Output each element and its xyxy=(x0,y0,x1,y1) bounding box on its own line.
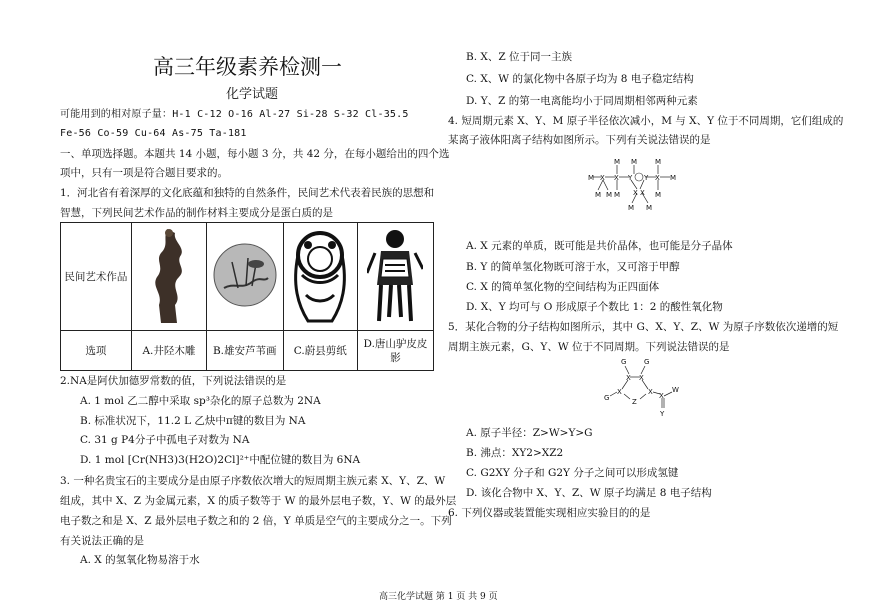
q3-stem-line4: 有关说法正确的是 xyxy=(60,535,144,547)
atom-x: X xyxy=(639,374,644,382)
q2-option-b: B. 标准状况下，11.2 L 乙炔中π键的数目为 NA xyxy=(80,415,306,427)
q2-option-d: D. 1 mol [Cr(NH3)3(H2O)2Cl]²⁺中配位键的数目为 6NA xyxy=(80,454,361,466)
option-b: B.雄安芦苇画 xyxy=(212,345,277,357)
atom-m: M xyxy=(614,158,621,166)
q6-stem: 6. 下列仪器或装置能实现相应实验目的的是 xyxy=(448,507,651,519)
atom-x: X xyxy=(600,174,605,182)
atom-y: Y xyxy=(628,174,633,182)
atom-g: G xyxy=(644,358,650,366)
atom-m: M xyxy=(670,174,677,182)
option-c: C.蔚县剪纸 xyxy=(293,345,347,357)
atom-g: G xyxy=(604,394,610,402)
atom-x: X xyxy=(633,189,638,197)
q4-option-b: B. Y 的简单氢化物既可溶于水，又可溶于甲醇 xyxy=(466,261,680,273)
option-d-cell xyxy=(357,331,433,371)
row-label-cell xyxy=(61,223,132,331)
exam-title: 高三年级素养检测一 xyxy=(153,55,342,79)
option-d-line1: D.唐山驴皮皮 xyxy=(363,337,428,350)
q1-stem-line1: 1．河北省有着深厚的文化底蕴和独特的自然条件，民间艺术代表着民族的思想和 xyxy=(60,187,435,199)
option-c-cell xyxy=(283,331,357,371)
row-label: 民间艺术作品 xyxy=(64,271,128,283)
option-d-line2: 影 xyxy=(390,351,401,364)
q5-stem-line1: 5．某化合物的分子结构如图所示，其中 G、X、Y、Z、W 为原子序数依次递增的短 xyxy=(448,321,839,333)
wood-carving-image xyxy=(139,225,199,325)
atom-y: Y xyxy=(644,174,649,182)
q4-option-a: A. X 元素的单质，既可能是共价晶体，也可能是分子晶体 xyxy=(466,240,733,252)
q5-option-a: A. 原子半径：Z>W>Y>G xyxy=(466,427,593,439)
atom-m: M xyxy=(588,174,595,182)
q3-option-c: C. X、W 的氯化物中各原子均为 8 电子稳定结构 xyxy=(466,73,694,85)
atom-m: M xyxy=(646,204,653,212)
atom-w: W xyxy=(672,386,679,394)
atom-y: Y xyxy=(660,410,665,418)
q3-stem-line2: 组成，其中 X、Z 为金属元素，X 的质子数等于 W 的最外层电子数，Y、W 的最外层 xyxy=(60,495,457,507)
atom-x: X xyxy=(655,174,660,182)
page-footer: 高三化学试题 第 1 页 共 9 页 xyxy=(379,592,498,602)
q5-molecule-structure xyxy=(600,352,692,420)
paper-cutting-image xyxy=(288,225,352,325)
atomic-masses-line2: Fe-56 Co-59 Cu-64 As-75 Ta-181 xyxy=(60,128,247,139)
atom-x: X xyxy=(659,392,664,400)
option-b-cell xyxy=(207,331,283,371)
atom-m: M xyxy=(614,191,621,199)
atomic-masses-line1: 可能用到的相对原子量：H-1 C-12 O-16 Al-27 Si-28 S-32 Cl-35.5 xyxy=(60,109,409,120)
q5-option-d: D. 该化合物中 X、Y、Z、W 原子均满足 8 电子结构 xyxy=(466,487,712,499)
image-wood-carving xyxy=(131,223,206,331)
atom-m: M xyxy=(655,158,662,166)
atom-x: X xyxy=(626,374,631,382)
q5-option-b: B. 沸点：XY2>XZ2 xyxy=(466,447,564,459)
atom-x: X xyxy=(640,189,645,197)
q3-option-a: A. X 的氢氧化物易溶于水 xyxy=(80,554,200,566)
q1-stem-line2: 智慧，下列民间艺术作品的制作材料主要成分是蛋白质的是 xyxy=(60,207,333,219)
folk-art-table xyxy=(60,222,434,371)
section-heading-line2: 项中，只有一项是符合题目要求的。 xyxy=(60,167,228,179)
q4-stem-line2: 某离子液体阳离子结构如图所示。下列有关说法错误的是 xyxy=(448,134,711,146)
q3-option-d: D. Y、Z 的第一电离能均小于同周期相邻两种元素 xyxy=(466,95,698,107)
q3-option-b: B. X、Z 位于同一主族 xyxy=(466,51,572,63)
option-label: 选项 xyxy=(85,345,107,357)
atom-m: M xyxy=(628,204,635,212)
q2-option-c: C. 31 g P4分子中孤电子对数为 NA xyxy=(80,434,250,446)
image-reed-painting xyxy=(207,223,283,331)
image-shadow-puppet xyxy=(357,223,433,331)
atom-z: Z xyxy=(632,398,637,406)
q4-option-d: D. X、Y 均可与 O 形成原子个数比 1：2 的酸性氧化物 xyxy=(466,301,723,313)
q3-stem-line3: 电子数之和是 X、Z 最外层电子数之和的 2 倍，Y 单质是空气的主要成分之一。下列 xyxy=(60,515,452,527)
q5-stem-line2: 周期主族元素，G、Y、W 位于不同周期。下列说法错误的是 xyxy=(448,341,730,353)
q2-option-a: A. 1 mol 乙二醇中采取 sp³杂化的原子总数为 2NA xyxy=(80,395,321,407)
section-heading-line1: 一、单项选择题。本题共 14 小题，每小题 3 分，共 42 分，在每小题给出的四个选 xyxy=(60,148,450,160)
image-paper-cutting xyxy=(283,223,357,331)
q4-cation-structure xyxy=(586,152,678,214)
atom-m: M xyxy=(595,191,602,199)
exam-subtitle: 化学试题 xyxy=(226,87,279,102)
atom-x: X xyxy=(648,388,653,396)
atom-m: M xyxy=(631,158,638,166)
q3-stem-line1: 3. 一种名贵宝石的主要成分是由原子序数依次增大的短周期主族元素 X、Y、Z、W xyxy=(60,475,446,487)
atom-x: X xyxy=(614,174,619,182)
atom-m: M xyxy=(655,191,662,199)
atom-g: G xyxy=(621,358,627,366)
option-a: A.井陉木雕 xyxy=(142,345,196,357)
q2-stem: 2.NA是阿伏加德罗常数的值，下列说法错误的是 xyxy=(60,375,287,387)
reed-painting-image xyxy=(212,242,278,308)
atom-m: M xyxy=(606,191,613,199)
q5-option-c: C. G2XY 分子和 G2Y 分子之间可以形成氢键 xyxy=(466,467,679,479)
option-label-cell xyxy=(61,331,132,371)
atom-x: X xyxy=(617,388,622,396)
option-a-cell xyxy=(131,331,206,371)
shadow-puppet-image xyxy=(367,225,423,325)
q4-stem-line1: 4. 短周期元素 X、Y、M 原子半径依次减小，M 与 X、Y 位于不同周期，它们组成的 xyxy=(448,115,844,127)
q4-option-c: C. X 的简单氢化物的空间结构为正四面体 xyxy=(466,281,660,293)
